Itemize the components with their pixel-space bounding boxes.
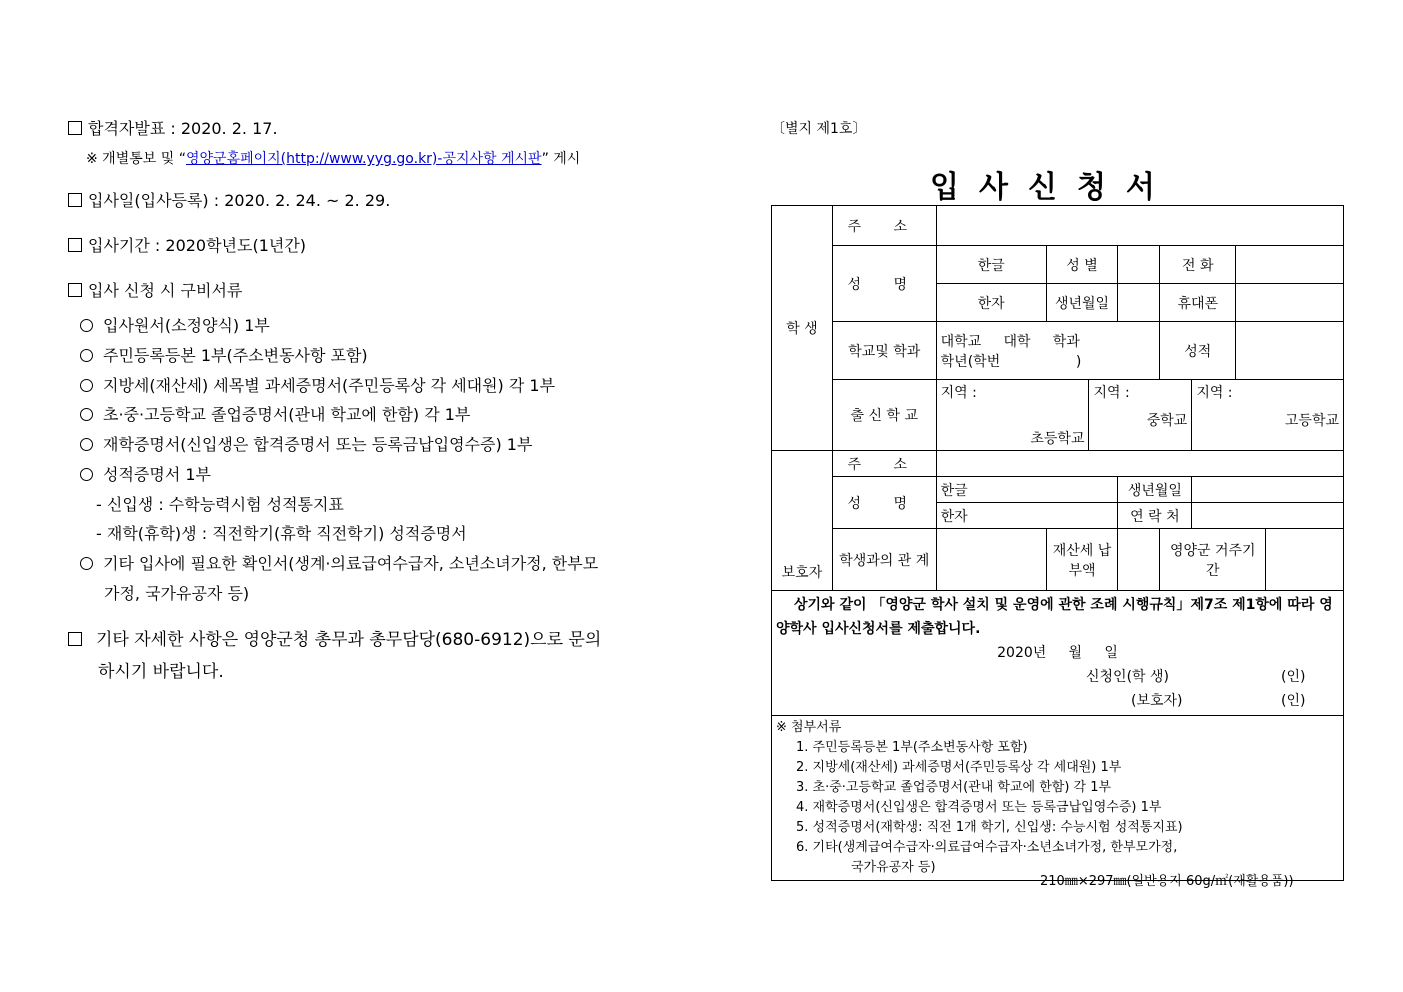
doc-item: 기타 입사에 필요한 확인서(생계·의료급여수급자, 소년소녀가정, 한부모 [80,551,598,574]
guardian-address-label: 주 소 [832,451,936,477]
announce-item [68,116,278,139]
high-field[interactable]: 지역 : 고등학교 [1192,380,1344,451]
birth-field[interactable] [1118,284,1160,322]
checkbox-icon [68,121,82,135]
checkbox-icon [68,238,82,252]
phone-label: 전 화 [1160,246,1236,284]
gender-label: 성 별 [1046,246,1118,284]
student-section-label: 학 생 [772,206,833,451]
attach-item: 5. 성적증명서(재학생: 직전 1개 학기, 신입생: 수능시험 성적통지표) [796,820,1183,835]
name-label: 성 명 [832,246,936,322]
hanja-label: 한자 [936,284,1046,322]
annex-label: 〔별지 제1호〕 [771,121,867,137]
grade-sub-item: - 신입생 : 수학능력시험 성적통지표 [96,495,344,514]
mobile-field[interactable] [1236,284,1344,322]
residence-label: 영양군 거주기간 [1160,529,1266,591]
grade-label: 성적 [1160,322,1236,380]
date-line: 2020년 월 일 [997,645,1118,661]
form-title: 입사신청서 [930,170,1175,205]
guardian-hangul-field[interactable]: 한글 [936,477,1118,503]
elementary-field[interactable]: 지역 : 초등학교 [936,380,1089,451]
doc-item: 초·중·고등학교 졸업증명서(관내 학교에 한함) 각 1부 [80,402,470,425]
guardian-contact-label: 연 락 처 [1118,503,1192,529]
gender-field[interactable] [1118,246,1160,284]
attach-header: ※ 첨부서류 [776,720,842,735]
announce-note: ※ 개별통보 및 “영양군홈페이지(http://www.yyg.go.kr)-공지사항 게시판” 게시 [86,151,581,167]
attach-item: 2. 지방세(재산세) 과세증명서(주민등록상 각 세대원) 1부 [796,760,1122,775]
homepage-link[interactable]: 영양군홈페이지(http://www.yyg.go.kr)-공지사항 게시판 [185,151,542,167]
guardian-birth-label: 생년월일 [1118,477,1192,503]
statement-text: 상기와 같이 「영양군 학사 설치 및 운영에 관한 조례 시행규칙」제7조 제1항에 따라 영양학사 입사신청서를 제출합니다. [776,597,1333,637]
relation-field[interactable] [936,529,1046,591]
school-major-field[interactable]: 대학교 대학 학과 학년(학번 ) [936,322,1160,380]
origin-school-label: 출 신 학 교 [832,380,936,451]
seal-mark: (인) [1281,669,1306,685]
attach-item-cont: 국가유공자 등) [851,860,936,875]
checkbox-icon [68,193,82,207]
circle-icon [80,408,93,421]
circle-icon [80,438,93,451]
period-item: 입사기간 : 2020학년도(1년간) [68,233,306,256]
circle-icon [80,379,93,392]
applicant-student: 신청인(학 생) [1086,669,1169,685]
birth-label: 생년월일 [1046,284,1118,322]
attach-item: 4. 재학증명서(신입생은 합격증명서 또는 등록금납입영수증) 1부 [796,800,1162,815]
grade-field[interactable] [1236,322,1344,380]
residence-field[interactable] [1266,529,1344,591]
circle-icon [80,319,93,332]
doc-item: 주민등록등본 1부(주소변동사항 포함) [80,343,368,366]
guardian-contact-field[interactable] [1192,503,1344,529]
middle-field[interactable]: 지역 : 중학교 [1089,380,1192,451]
guardian-hanja-field[interactable]: 한자 [936,503,1118,529]
address-label: 주 소 [832,206,936,246]
attachments-block [772,716,1344,881]
circle-icon [80,349,93,362]
attach-item: 3. 초·중·고등학교 졸업증명서(관내 학교에 한함) 각 1부 [796,780,1112,795]
paper-spec: 210㎜×297㎜(일반용지 60g/㎡(재활용품)) [1040,874,1294,889]
contact-item: 기타 자세한 사항은 영양군청 총무과 총무담당(680-6912)으로 문의 [68,625,601,650]
announce-label: 합격자발표 : 2020. 2. 17. [88,119,278,138]
property-tax-label: 재산세 납부액 [1046,529,1118,591]
move-in-item: 입사일(입사등록) : 2020. 2. 24. ~ 2. 29. [68,188,390,211]
seal-mark: (인) [1281,693,1306,709]
circle-icon [80,468,93,481]
statement-block [772,591,1344,716]
guardian-birth-field[interactable] [1192,477,1344,503]
checkbox-icon [68,632,82,646]
hangul-label: 한글 [936,246,1046,284]
attach-item: 6. 기타(생계급여수급자·의료급여수급자·소년소녀가정, 한부모가정, [796,840,1178,855]
mobile-label: 휴대폰 [1160,284,1236,322]
application-form [771,205,1344,881]
guardian-name-label: 성 명 [832,477,936,529]
circle-icon [80,557,93,570]
doc-item: 지방세(재산세) 세목별 과세증명서(주민등록상 각 세대원) 각 1부 [80,373,555,396]
guardian-section-label: 보호자 [772,451,833,591]
relation-label: 학생과의 관 계 [832,529,936,591]
guardian-address-field[interactable] [936,451,1343,477]
phone-field[interactable] [1236,246,1344,284]
applicant-guardian: (보호자) [1131,693,1183,709]
grade-sub-item: - 재학(휴학)생 : 직전학기(휴학 직전학기) 성적증명서 [96,524,467,543]
address-field[interactable] [936,206,1343,246]
school-major-label: 학교및 학과 [832,322,936,380]
docs-header: 입사 신청 시 구비서류 [68,278,242,301]
property-tax-field[interactable] [1118,529,1160,591]
doc-item: 입사원서(소정양식) 1부 [80,313,270,336]
contact-item-cont: 하시기 바랍니다. [98,662,224,682]
attach-item: 1. 주민등록등본 1부(주소변동사항 포함) [796,740,1028,755]
doc-item-cont: 가정, 국가유공자 등) [104,584,250,603]
doc-item: 성적증명서 1부 [80,462,211,485]
checkbox-icon [68,283,82,297]
doc-item: 재학증명서(신입생은 합격증명서 또는 등록금납입영수증) 1부 [80,432,532,455]
